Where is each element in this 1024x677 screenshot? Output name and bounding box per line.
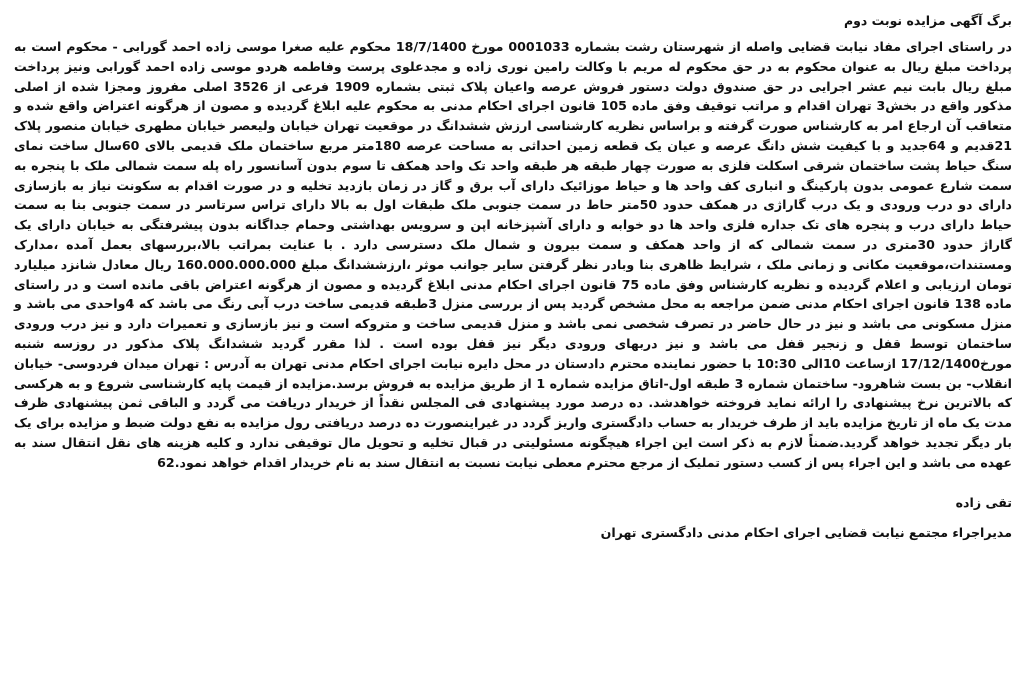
signature-block (14, 491, 1012, 545)
signatory-title: مدیراجراء مجتمع نیابت قضایی اجرای احکام مدنی دادگستری تهران (600, 524, 1012, 540)
notice-title: برگ آگهی مزایده نوبت دوم (843, 13, 1012, 28)
signatory-name: تقی زاده (955, 494, 1012, 510)
notice-body: در راستای اجرای مفاد نیابت قضایی واصله از شهرستان رشت بشماره 0001033 مورخ 18/7/1400 محکوم علیه صغرا موسی زاده احمد گورابی - محکوم است به پرداخت مبلغ ریال به عنوان محکوم به در حق محکوم له مریم با وکالت رامین نوری زاده و مجدعلوی پرست وفاطمه هردو موسی زاده احمد گورابی ونیز پرداخت مبلغ ریال بابت نیم عشر اجرایی در حق صندوق دولت دستور فروش عرصه واعیان پلاک ثبتی بشماره 1909 فرعی از 3526 اصلی مفروز ومجزا شده از اصلی مذکور واقع در بخش3 تهران اقدام و مراتب توقیف وفق ماده 105 قانون اجرای احکام مدنی به محکوم علیه ابلاغ گردیده و مصون از هرگونه اعتراض واقع شده و متعاقب آن ارجاع امر به کارشناس صورت گرفته و براساس نظریه کارشناسی ارزش ششدانگ در موقعیت تهران خیابان ولیعصر خیابان مطهری خیابان منصور پلاک 21قدیم و 64جدید و با کیفیت شش دانگ عرصه و عیان یک قطعه زمین احداثی به مساحت عرصه 180متر مربع ساختمان ملک قدیمی بالای 60سال ساخت نمای سنگ حیاط پشت ساختمان شرقی اسکلت فلزی به صورت چهار طبقه هر طبقه واحد تک واحد همکف تا سوم بدون آسانسور راه پله سمت شمالی ملک با پنجره به سمت شارع عمومی بدون پارکینگ و انباری کف واحد ها و حیاط موزائیک دارای آب برق و گاز در زمان بازدید تخلیه و در صورت اقدام به سکونت نیاز به بازسازی دارای دو درب ورودی و یک درب گاراژی در همکف حدود 50متر حاط در سمت جنوبی ملک طبقات اول به بالا دارای تراس سرتاسر در سمت جنوبی بنا به سمت حیاط دارای درب و پنجره های تک جداره فلزی واحد ها دو خوابه و دارای آشپزخانه اپن و سرویس بهداشتی وحمام جداگانه بدون پیشرفتگی به خیابان دارای یک گاراژ حدود 30متری در سمت شمالی که از واحد همکف و سمت بیرون و شمال ملک دسترسی دارد . با عنایت بمراتب بالا،بررسهای بعمل آمده ،مدارک ومستندات،موقعیت مکانی و زمانی ملک ، شرایط ظاهری بنا وبادر نظر گرفتن سایر جوانب موثر ،ارزششدانگ مبلغ 160.000.000.000 ریال معادل شانزد میلیارد تومان ارزیابی و اعلام گردیده و نظریه کارشناس وفق ماده 75 قانون اجرای احکام مدنی ابلاغ گردیده و مصون از هرگونه اعتراض باقی مانده است و در راستای ماده 138 قانون اجرای احکام مدنی ضمن مراجعه به محل مشخص گردید پس از بررسی منزل 3طبقه قدیمی ساخت درب آبی رنگ می باشد که 4واحدی می باشد و منزل مسکونی می باشد و نیز در حال حاضر در تصرف شخصی نمی باشد و منزل قدیمی ساخت و متروکه است و نیز بازسازی و تعمیرات دارد و نیز درب ورودی ساختمان توسط قفل و زنجیر قفل می باشد و نیز دربهای ورودی دیگر نیز قفل بوده است . لذا مقرر گردید ششدانگ پلاک مذکور در روزسه شنبه مورخ17/12/1400 ازساعت 10الی 10:30 با حضور نماینده محترم دادستان در محل دایره نیابت اجرای احکام مدنی تهران به آدرس : تهران میدان فردوسی- خیابان انقلاب- بن بست شاهرود- ساختمان شماره 3 طبقه اول-اتاق مزایده شماره 1 از طریق مزایده به فروش برسد.مزایده از قیمت پایه کارشناسی شروع و به هرکسی که بالاترین نرخ پیشنهادی را ارائه نماید فروخته خواهدشد. ده درصد مورد پیشنهادی فی المجلس نقداً از خریدار دریافت می گردد و الباقی ثمن پیشنهادی ظرف مدت یک ماه از تاریخ مزایده باید از طرف خریدار به حساب دادگستری واریز گردد در غیراینصورت ده درصد دریافتی رول مزایده به نفع دولت ضبط و مزایده برای یک بار دیگر تجدید خواهد گردید.ضمناً لازم به ذکر است این اجراء هیچگونه مسئولیتی در قبال تخلیه و تحویل مال توقیفی ندارد و کلیه هزینه های نقل انتقال سند به عهده می باشد و این اجراء پس از کسب دستور تملیک از مرجع محترم معطی نیابت نسبت به انتقال سند به نام خریدار اقدام خواهد نمود.62 (14, 39, 1013, 470)
auction-notice (14, 10, 1012, 551)
